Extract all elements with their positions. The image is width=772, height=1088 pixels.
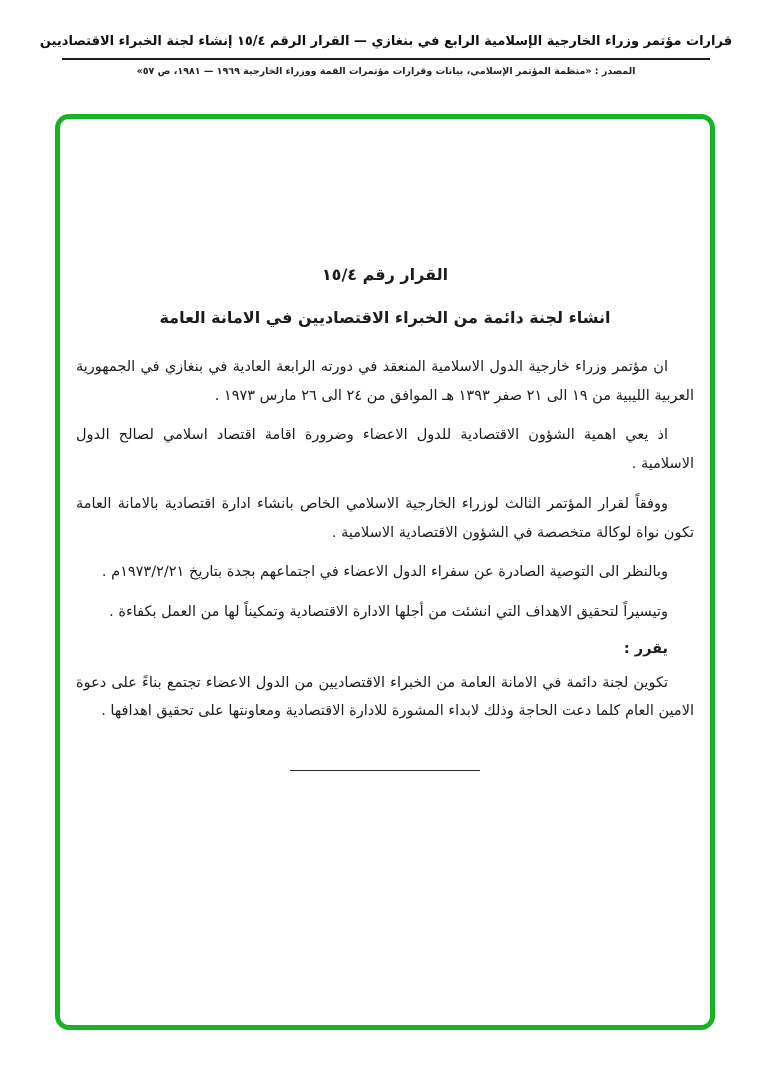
citation-title: قرارات مؤتمر وزراء الخارجية الإسلامية الرابع في بنغازي — القرار الرقم ١٥/٤ إنشاء لجنة الخبراء الاقتصاديين (39, 34, 733, 49)
citation-source: المصدر : «منظمة المؤتمر الإسلامي، بيانات وقرارات مؤتمرات القمة ووزراء الخارجية ١٩٦٩ — ١٩٨١، ص ٥٧» (136, 66, 636, 77)
citation-header (0, 0, 772, 77)
decree-label: يقرر : (623, 640, 668, 657)
decree-paragraph: تكوين لجنة دائمة في الامانة العامة من الخبراء الاقتصاديين من الدول الاعضاء تجتمع بناءً على دعوة الامين العام كلما دعت الحاجة وذلك لابداء المشورة للادارة الاقتصادية ومعاونتها على تحقيق اهدافها . (76, 674, 694, 720)
preamble-paragraph-2: اذ يعي اهمية الشؤون الاقتصادية للدول الاعضاء وضرورة اقامة اقتصاد اسلامي لصالح الدول الاسلامية . (76, 427, 694, 473)
preamble-paragraph-5: وتيسيراً لتحقيق الاهداف التي انشئت من أجلها الادارة الاقتصادية وتمكيناً لها من العمل بكفاءة . (109, 603, 668, 620)
header-rule (62, 58, 710, 60)
preamble-paragraph-1: ان مؤتمر وزراء خارجية الدول الاسلامية المنعقد في دورته الرابعة العادية في بنغازي في الجمهورية العربية الليبية من ١٩ الى ٢١ صفر ١٣٩٣ هـ الموافق من ٢٤ الى ٢٦ مارس ١٩٧٣ . (76, 359, 694, 404)
document-frame (55, 114, 715, 1030)
resolution-title: انشاء لجنة دائمة من الخبراء الاقتصاديين في الامانة العامة (159, 308, 611, 327)
preamble-paragraph-4: وبالنظر الى التوصية الصادرة عن سفراء الدول الاعضاء في اجتماعهم بجدة بتاريخ ١٩٧٣/٢/٢١م . (101, 564, 668, 581)
resolution-number: القرار رقم ١٥/٤ (321, 265, 449, 284)
preamble-paragraph-3: ووفقاً لقرار المؤتمر الثالث لوزراء الخارجية الاسلامي الخاص بانشاء ادارة اقتصادية بالامانة العامة تكون نواة لوكالة متخصصة في الشؤون الاقتصادية الاسلامية . (76, 495, 694, 541)
document-content (60, 119, 710, 771)
closing-rule (290, 770, 480, 771)
